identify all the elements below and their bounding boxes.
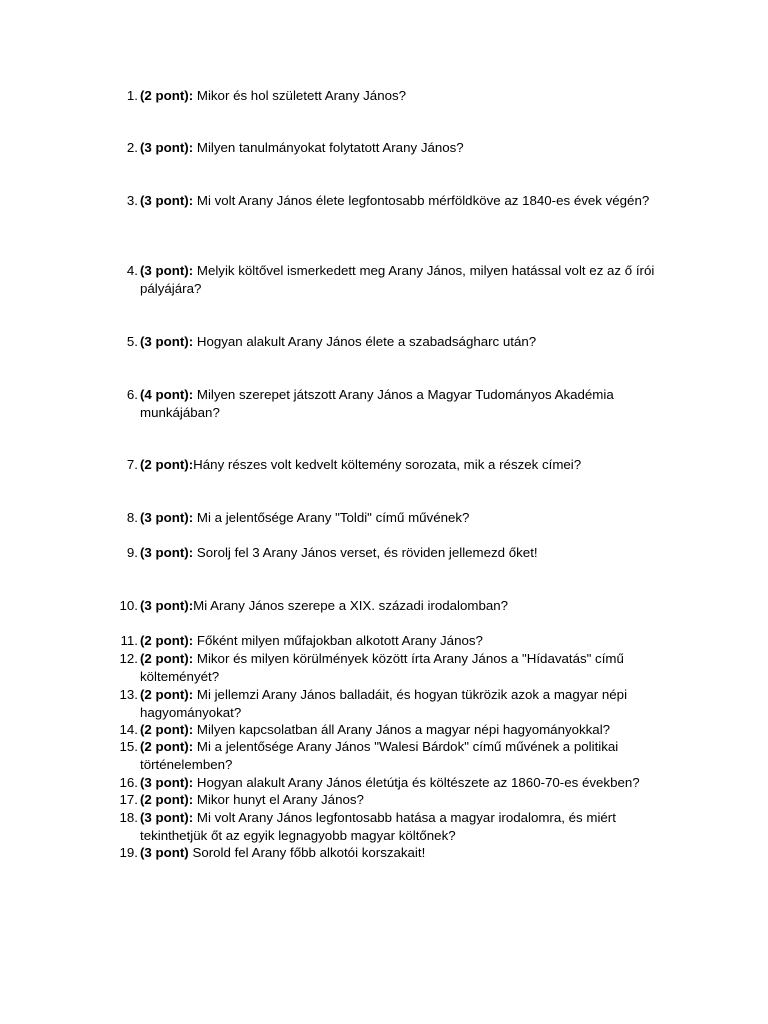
question-text: Mi Arany János szerepe a XIX. századi irodalomban? (193, 598, 509, 613)
question-points: (3 pont): (140, 510, 194, 525)
question-body (140, 87, 685, 105)
question-points: (2 pont): (140, 687, 194, 702)
question-body (140, 386, 685, 421)
question-points: (2 pont): (140, 651, 194, 666)
question-body (140, 791, 685, 809)
question-body (140, 809, 685, 844)
question-points: (3 pont): (140, 140, 194, 155)
question-body (140, 456, 685, 474)
question-body (140, 139, 685, 157)
question-text: Sorold fel Arany főbb alkotói korszakait! (192, 845, 426, 860)
question-points: (2 pont): (140, 457, 194, 472)
question-points: (3 pont) (140, 845, 189, 860)
question-body (140, 333, 685, 351)
question-body (140, 262, 685, 297)
question-number: 14. (119, 722, 138, 737)
question-text: Mi volt Arany János élete legfontosabb mérföldköve az 1840-es évek végén? (196, 193, 650, 208)
question-text: Milyen kapcsolatban áll Arany János a magyar népi hagyományokkal? (196, 722, 611, 737)
question-text: Főként milyen műfajokban alkotott Arany János? (196, 633, 483, 648)
question-points: (3 pont): (140, 810, 194, 825)
question-points: (2 pont): (140, 88, 194, 103)
question-text: Mikor és milyen körülmények között írta Arany János a "Hídavatás" című költeményét? (140, 651, 624, 684)
question-number: 11. (120, 633, 138, 648)
question-number: 12. (119, 651, 138, 666)
question-number: 9. (126, 545, 138, 560)
question-body (140, 738, 685, 773)
question-body (140, 721, 685, 739)
question-body (140, 509, 685, 527)
question-text: Hogyan alakult Arany János élete a szabadságharc után? (196, 334, 537, 349)
question-number: 4. (126, 263, 138, 278)
question-number: 5. (126, 334, 138, 349)
question-number: 17. (119, 792, 138, 807)
question-points: (4 pont): (140, 387, 194, 402)
question-text: Mi volt Arany János legfontosabb hatása a magyar irodalomra, és miért tekinthetjük őt az egyik legnagyobb magyar költőnek? (140, 810, 616, 843)
question-number: 15. (119, 739, 138, 754)
question-body (140, 597, 685, 615)
question-body (140, 632, 685, 650)
question-body (140, 544, 685, 562)
question-points: (3 pont): (140, 263, 194, 278)
question-number: 1. (126, 88, 138, 103)
question-points: (3 pont): (140, 334, 194, 349)
question-text: Mi jellemzi Arany János balladáit, és hogyan tükrözik azok a magyar népi hagyományokat? (140, 687, 628, 720)
question-text: Melyik költővel ismerkedett meg Arany János, milyen hatással volt ez az ő írói pályájára? (140, 263, 655, 296)
question-text: Hány részes volt kedvelt költemény sorozata, mik a részek címei? (193, 457, 582, 472)
question-points: (3 pont): (140, 775, 194, 790)
question-number: 7. (126, 457, 138, 472)
question-text: Hogyan alakult Arany János életútja és költészete az 1860-70-es években? (196, 775, 640, 790)
question-number: 3. (126, 193, 138, 208)
question-points: (3 pont): (140, 193, 194, 208)
question-text: Milyen szerepet játszott Arany János a Magyar Tudományos Akadémia munkájában? (140, 387, 614, 420)
question-body (140, 650, 685, 685)
question-text: Milyen tanulmányokat folytatott Arany János? (196, 140, 464, 155)
question-number: 19. (119, 845, 138, 860)
question-points: (2 pont): (140, 792, 194, 807)
question-points: (2 pont): (140, 722, 194, 737)
question-number: 13. (119, 687, 138, 702)
question-body (140, 844, 685, 862)
question-number: 8. (126, 510, 138, 525)
question-body (140, 686, 685, 721)
question-points: (3 pont): (140, 545, 194, 560)
question-number: 10. (119, 598, 138, 613)
question-points: (2 pont): (140, 633, 194, 648)
question-number: 6. (126, 387, 138, 402)
question-text: Sorolj fel 3 Arany János verset, és röviden jellemezd őket! (196, 545, 538, 560)
question-number: 16. (119, 775, 138, 790)
question-text: Mikor hunyt el Arany János? (196, 792, 364, 807)
question-text: Mikor és hol született Arany János? (196, 88, 407, 103)
question-number: 2. (126, 140, 138, 155)
question-points: (2 pont): (140, 739, 194, 754)
question-points: (3 pont): (140, 598, 194, 613)
question-body (140, 774, 685, 792)
question-text: Mi a jelentősége Arany János "Walesi Bárdok" című művének a politikai történelemben? (140, 739, 619, 772)
question-text: Mi a jelentősége Arany "Toldi" című művének? (196, 510, 470, 525)
question-body (140, 192, 685, 210)
question-number: 18. (119, 810, 138, 825)
